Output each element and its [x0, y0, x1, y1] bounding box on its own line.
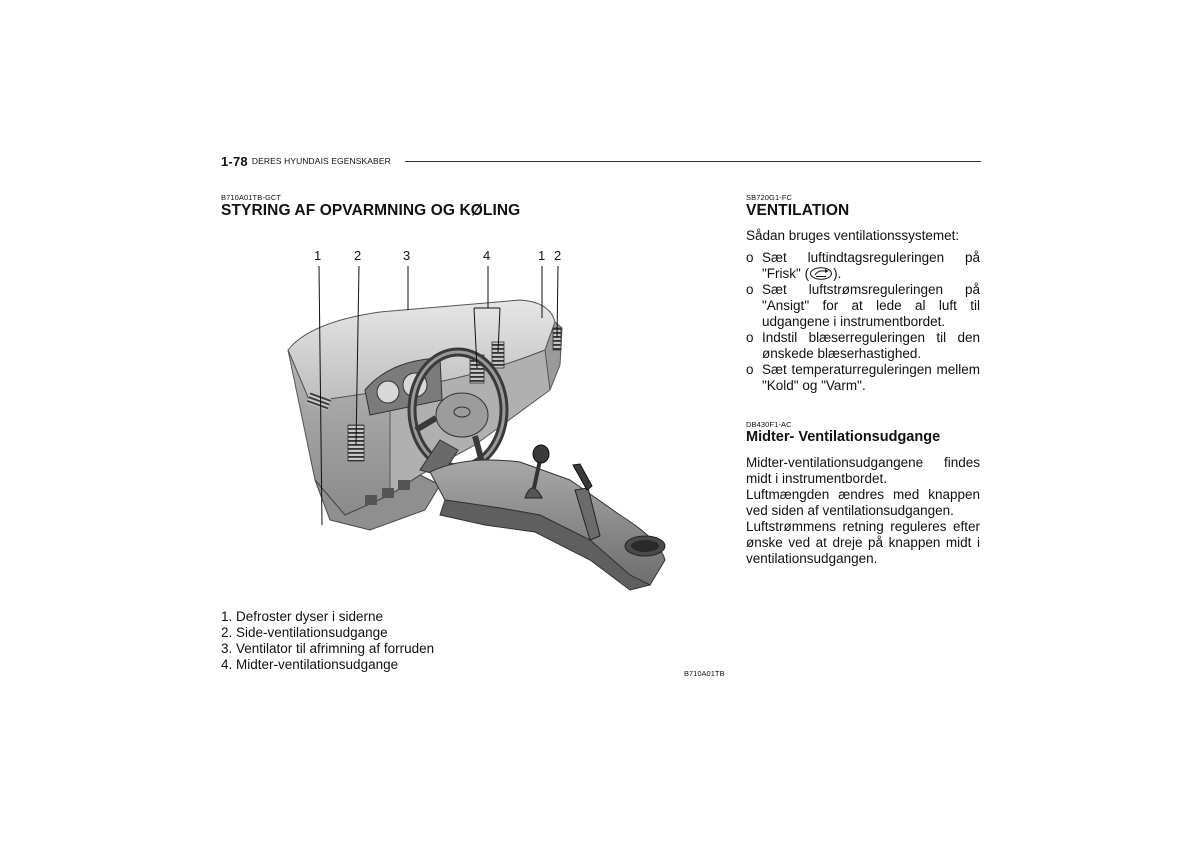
legend-item: 2. Side-ventilationsudgange	[221, 625, 388, 640]
dashboard-illustration-svg	[270, 240, 690, 600]
bullet-text-end: ).	[833, 266, 842, 281]
section-code: SB720G1-FC	[746, 193, 793, 202]
callout-2-left: 2	[354, 248, 362, 263]
section-title: Midter- Ventilationsudgange	[746, 429, 941, 445]
bullet-mark: o	[746, 362, 754, 377]
figure-code: B710A01TB	[684, 669, 725, 678]
gear-knob	[533, 445, 549, 463]
gauge-left	[377, 381, 399, 403]
instruction-list	[746, 250, 980, 394]
bullet-mark: o	[746, 250, 754, 265]
section-intro: Sådan bruges ventilationssystemet:	[746, 228, 960, 243]
bullet-text: Indstil blæserreguleringen til den ønskede blæserhastighed.	[762, 330, 980, 361]
steering-hub	[436, 393, 488, 437]
list-item	[746, 250, 980, 282]
callout-1-right: 1	[538, 248, 546, 263]
section-code: B710A01TB-GCT	[221, 193, 282, 202]
bullet-text: Sæt luftindtagsreguleringen på "Frisk" (	[762, 250, 980, 281]
page-header	[221, 152, 981, 170]
paragraph: Luftstrømmens retning reguleres efter ønske ved at dreje på knappen midt i ventilationsudgangen.	[746, 519, 980, 566]
callout-4: 4	[483, 248, 491, 263]
legend-item: 3. Ventilator til afrimning af forruden	[221, 641, 435, 656]
list-item	[746, 330, 980, 362]
fresh-air-icon	[809, 267, 833, 280]
chapter-title: DERES HYUNDAIS EGENSKABER	[251, 156, 391, 166]
bullet-text: Sæt temperaturreguleringen mellem "Kold" og "Varm".	[762, 362, 980, 393]
list-item	[746, 282, 980, 330]
bullet-text: Sæt luftstrømsreguleringen på "Ansigt" for at lede al luft til udgangene i instrumentbordet.	[762, 282, 980, 329]
legend-item: 1. Defroster dyser i siderne	[221, 609, 384, 624]
paragraph: Luftmængden ændres med knappen ved siden af ventilationsudgangen.	[746, 487, 980, 518]
page-number: 1-78	[221, 153, 248, 169]
section-code: DB430F1-AC	[746, 420, 792, 429]
list-item	[746, 362, 980, 394]
dashboard-illustration	[270, 240, 690, 600]
section-title: VENTILATION	[746, 202, 850, 219]
section-title: STYRING AF OPVARMNING OG KØLING	[221, 202, 521, 219]
callout-2-right: 2	[554, 248, 562, 263]
bullet-mark: o	[746, 282, 754, 297]
figure-legend	[221, 609, 434, 673]
bullet-mark: o	[746, 330, 754, 345]
callout-3: 3	[403, 248, 411, 263]
legend-item: 4. Midter-ventilationsudgange	[221, 657, 399, 672]
paragraph: Midter-ventilationsudgangene findes midt i instrumentbordet.	[746, 455, 980, 486]
section-body	[746, 455, 980, 567]
header-rule	[405, 161, 981, 162]
callout-1-left: 1	[314, 248, 322, 263]
